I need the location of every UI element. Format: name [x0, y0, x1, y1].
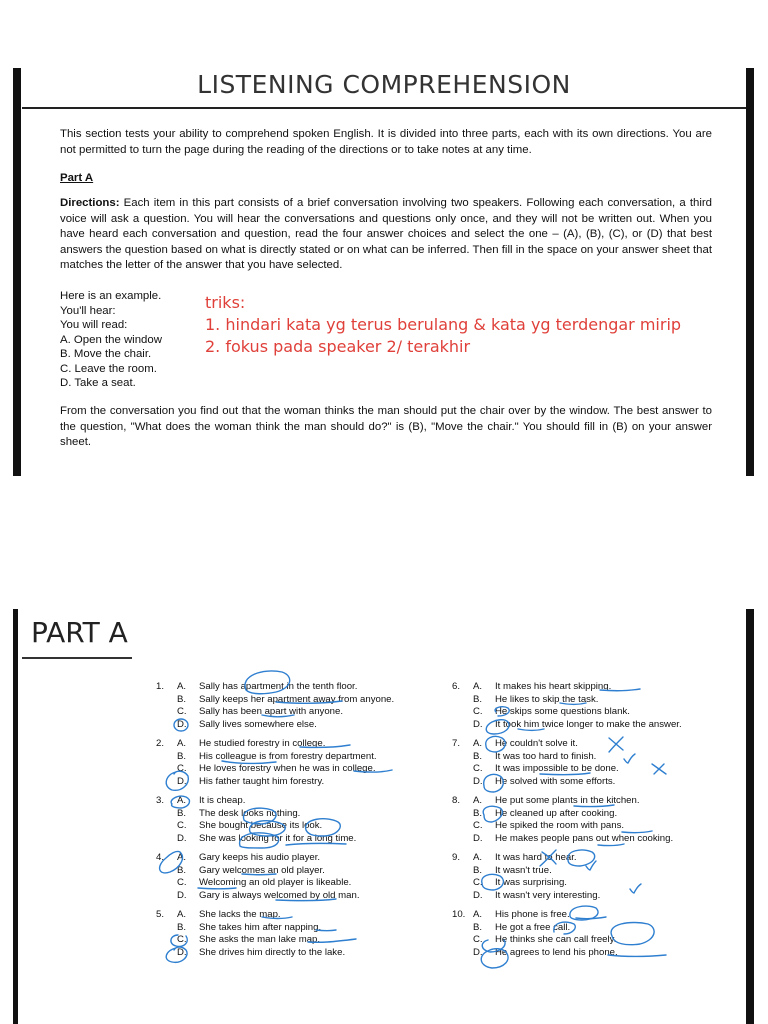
- option-text: She was looking for it for a long time.: [199, 832, 357, 844]
- option-text: It wasn't true.: [495, 864, 552, 876]
- option-letter: B.: [177, 807, 187, 819]
- option-letter: A.: [473, 681, 483, 692]
- question-number: 5.: [156, 909, 165, 920]
- option-text: He couldn't solve it.: [495, 738, 578, 749]
- option-letter: D.: [473, 775, 483, 787]
- option-text: He makes people pans out when cooking.: [495, 832, 674, 844]
- option-text: He put some plants in the kitchen.: [495, 795, 640, 806]
- question-number: 10.: [452, 909, 466, 920]
- question-number: 6.: [452, 681, 461, 692]
- option-text: She takes him after napping.: [199, 921, 322, 933]
- part-heading: Part A: [60, 172, 94, 184]
- option-letter: B.: [473, 693, 483, 705]
- question-number: 1.: [156, 681, 165, 692]
- option-text: His phone is free.: [495, 909, 570, 920]
- option-letter: D.: [473, 946, 483, 958]
- option-letter: B.: [473, 864, 483, 876]
- option-letter: C.: [473, 877, 483, 889]
- option-text: It took him twice longer to make the answer.: [495, 718, 682, 730]
- option-letter: D.: [177, 775, 187, 787]
- check-mark: [586, 861, 596, 870]
- option-letter: D.: [177, 832, 187, 844]
- option-letter: C.: [177, 706, 187, 718]
- option-letter: A.: [177, 909, 187, 920]
- option-letter: D.: [177, 946, 187, 958]
- slide-right-border: [746, 609, 754, 1024]
- example-line: You'll hear:: [60, 304, 116, 317]
- option-letter: B.: [473, 807, 483, 819]
- option-text: He got a free call.: [495, 921, 571, 933]
- option-letter: C.: [473, 934, 483, 946]
- section-title: PART A: [31, 616, 128, 649]
- option-letter: C.: [177, 820, 187, 832]
- option-text: Sally has apartment in the tenth floor.: [199, 681, 358, 692]
- option-text: She drives him directly to the lake.: [199, 946, 346, 958]
- check-mark: [624, 754, 635, 763]
- option-letter: A.: [177, 852, 187, 863]
- option-letter: C.: [473, 763, 483, 775]
- option-letter: C.: [473, 820, 483, 832]
- option-text: Gary welcomes an old player.: [199, 864, 325, 876]
- example-line: Here is an example.: [60, 290, 162, 302]
- question-number: 8.: [452, 795, 461, 806]
- option-text: The desk looks nothing.: [199, 807, 301, 819]
- slide-right-border: [746, 68, 754, 476]
- check-mark: [630, 884, 641, 893]
- tip-item: 1. hindari kata yg terus berulang & kata yg terdengar mirip: [205, 315, 682, 334]
- handwritten-tips: [205, 292, 681, 358]
- option-text: Welcoming an old player is likeable.: [199, 877, 352, 889]
- option-text: It was surprising.: [495, 877, 567, 889]
- option-text: He agrees to lend his phone.: [495, 946, 618, 958]
- tip-item: 2. fokus pada speaker 2/ terakhir: [205, 337, 471, 356]
- question-number: 2.: [156, 738, 165, 749]
- question-number: 9.: [452, 852, 461, 863]
- option-text: He thinks she can call freely.: [495, 934, 617, 946]
- page-title: LISTENING COMPREHENSION: [197, 70, 571, 99]
- option-text: She bought because its look.: [199, 820, 323, 832]
- slide-left-border: [13, 609, 18, 1024]
- example-block: [60, 289, 162, 391]
- option-text: It is cheap.: [199, 795, 246, 806]
- option-text: She lacks the map.: [199, 909, 281, 920]
- option-letter: A.: [177, 681, 187, 692]
- option-letter: D.: [177, 718, 187, 730]
- option-letter: B.: [177, 921, 187, 933]
- directions-paragraph: [60, 196, 712, 274]
- option-letter: A.: [473, 738, 483, 749]
- option-letter: A.: [473, 852, 483, 863]
- option-letter: C.: [177, 763, 187, 775]
- cross-mark: [652, 764, 666, 774]
- example-option: D. Take a seat.: [60, 377, 136, 389]
- option-letter: A.: [473, 909, 483, 920]
- option-letter: B.: [177, 693, 187, 705]
- directions-label: Directions:: [60, 197, 120, 209]
- cross-mark: [609, 737, 623, 752]
- option-letter: D.: [473, 718, 483, 730]
- example-line: You will read:: [60, 319, 128, 331]
- option-letter: C.: [473, 706, 483, 718]
- tips-heading: triks:: [205, 293, 246, 312]
- option-text: It was impossible to be done.: [495, 763, 619, 775]
- option-text: He skips some questions blank.: [495, 706, 630, 718]
- option-text: It was hard to hear.: [495, 852, 577, 863]
- option-letter: B.: [473, 750, 483, 762]
- word-circle-mark: [611, 923, 654, 945]
- option-letter: C.: [177, 934, 187, 946]
- option-letter: D.: [473, 889, 483, 901]
- conclusion-paragraph: From the conversation you find out that the woman thinks the man should put the chair over by the window. The best answer to the question, "What does the woman think the man should do?" is (B), "Move the chair." You should fill in (B) on your answer sheet.: [60, 405, 712, 448]
- option-text: His colleague is from forestry department.: [199, 750, 377, 762]
- directions-text: Each item in this part consists of a brief conversation involving two speakers. Following each conversation, a third voice will ask a question. You will hear the conversations and questions only once, and they will not be written out. When you have heard each conversation and question, read the four answer choices and select the one – (A), (B), (C), or (D) that best answers the question based on what is directly stated or on what can be inferred. Then fill in the space on your answer sheet that matches the letter of the answer that you have selected.: [60, 197, 712, 271]
- option-letter: A.: [177, 738, 187, 749]
- option-letter: A.: [473, 795, 483, 806]
- option-text: Gary is always welcomed by old man.: [199, 889, 360, 901]
- option-text: She asks the man lake map.: [199, 934, 321, 946]
- option-text: Sally lives somewhere else.: [199, 718, 317, 730]
- option-letter: B.: [177, 750, 187, 762]
- option-text: He studied forestry in college.: [199, 738, 326, 749]
- question-number: 4.: [156, 852, 165, 863]
- option-letter: A.: [177, 795, 187, 806]
- underline-mark: [576, 917, 606, 919]
- option-letter: C.: [177, 877, 187, 889]
- option-letter: B.: [177, 864, 187, 876]
- option-text: He loves forestry when he was in college.: [199, 763, 376, 775]
- option-text: He spiked the room with pans.: [495, 820, 625, 832]
- question-number: 7.: [452, 738, 461, 749]
- example-option: C. Leave the room.: [60, 362, 157, 375]
- option-text: Sally keeps her apartment away from anyone.: [199, 693, 395, 705]
- question-number: 3.: [156, 795, 165, 806]
- section-title-underline: [22, 657, 132, 659]
- option-text: It was too hard to finish.: [495, 750, 597, 762]
- option-text: He likes to skip the task.: [495, 693, 599, 705]
- option-text: Gary keeps his audio player.: [199, 852, 321, 863]
- slide-left-border: [13, 68, 21, 476]
- option-text: His father taught him forestry.: [199, 775, 325, 787]
- option-letter: B.: [473, 921, 483, 933]
- word-circle-mark: [570, 906, 598, 920]
- option-text: He cleaned up after cooking.: [495, 807, 618, 819]
- option-letter: D.: [473, 832, 483, 844]
- title-divider: [22, 107, 746, 109]
- option-text: Sally has been apart with anyone.: [199, 706, 343, 718]
- option-letter: D.: [177, 889, 187, 901]
- example-option: A. Open the window: [60, 333, 162, 346]
- intro-paragraph: This section tests your ability to comprehend spoken English. It is divided into three parts, each with its own directions. You are not permitted to turn the page during the reading of the directions or to take notes at any time.: [60, 128, 712, 156]
- option-text: It makes his heart skipping.: [495, 681, 612, 692]
- example-option: B. Move the chair.: [60, 348, 152, 360]
- option-text: It wasn't very interesting.: [495, 889, 601, 901]
- option-text: He solved with some efforts.: [495, 775, 616, 787]
